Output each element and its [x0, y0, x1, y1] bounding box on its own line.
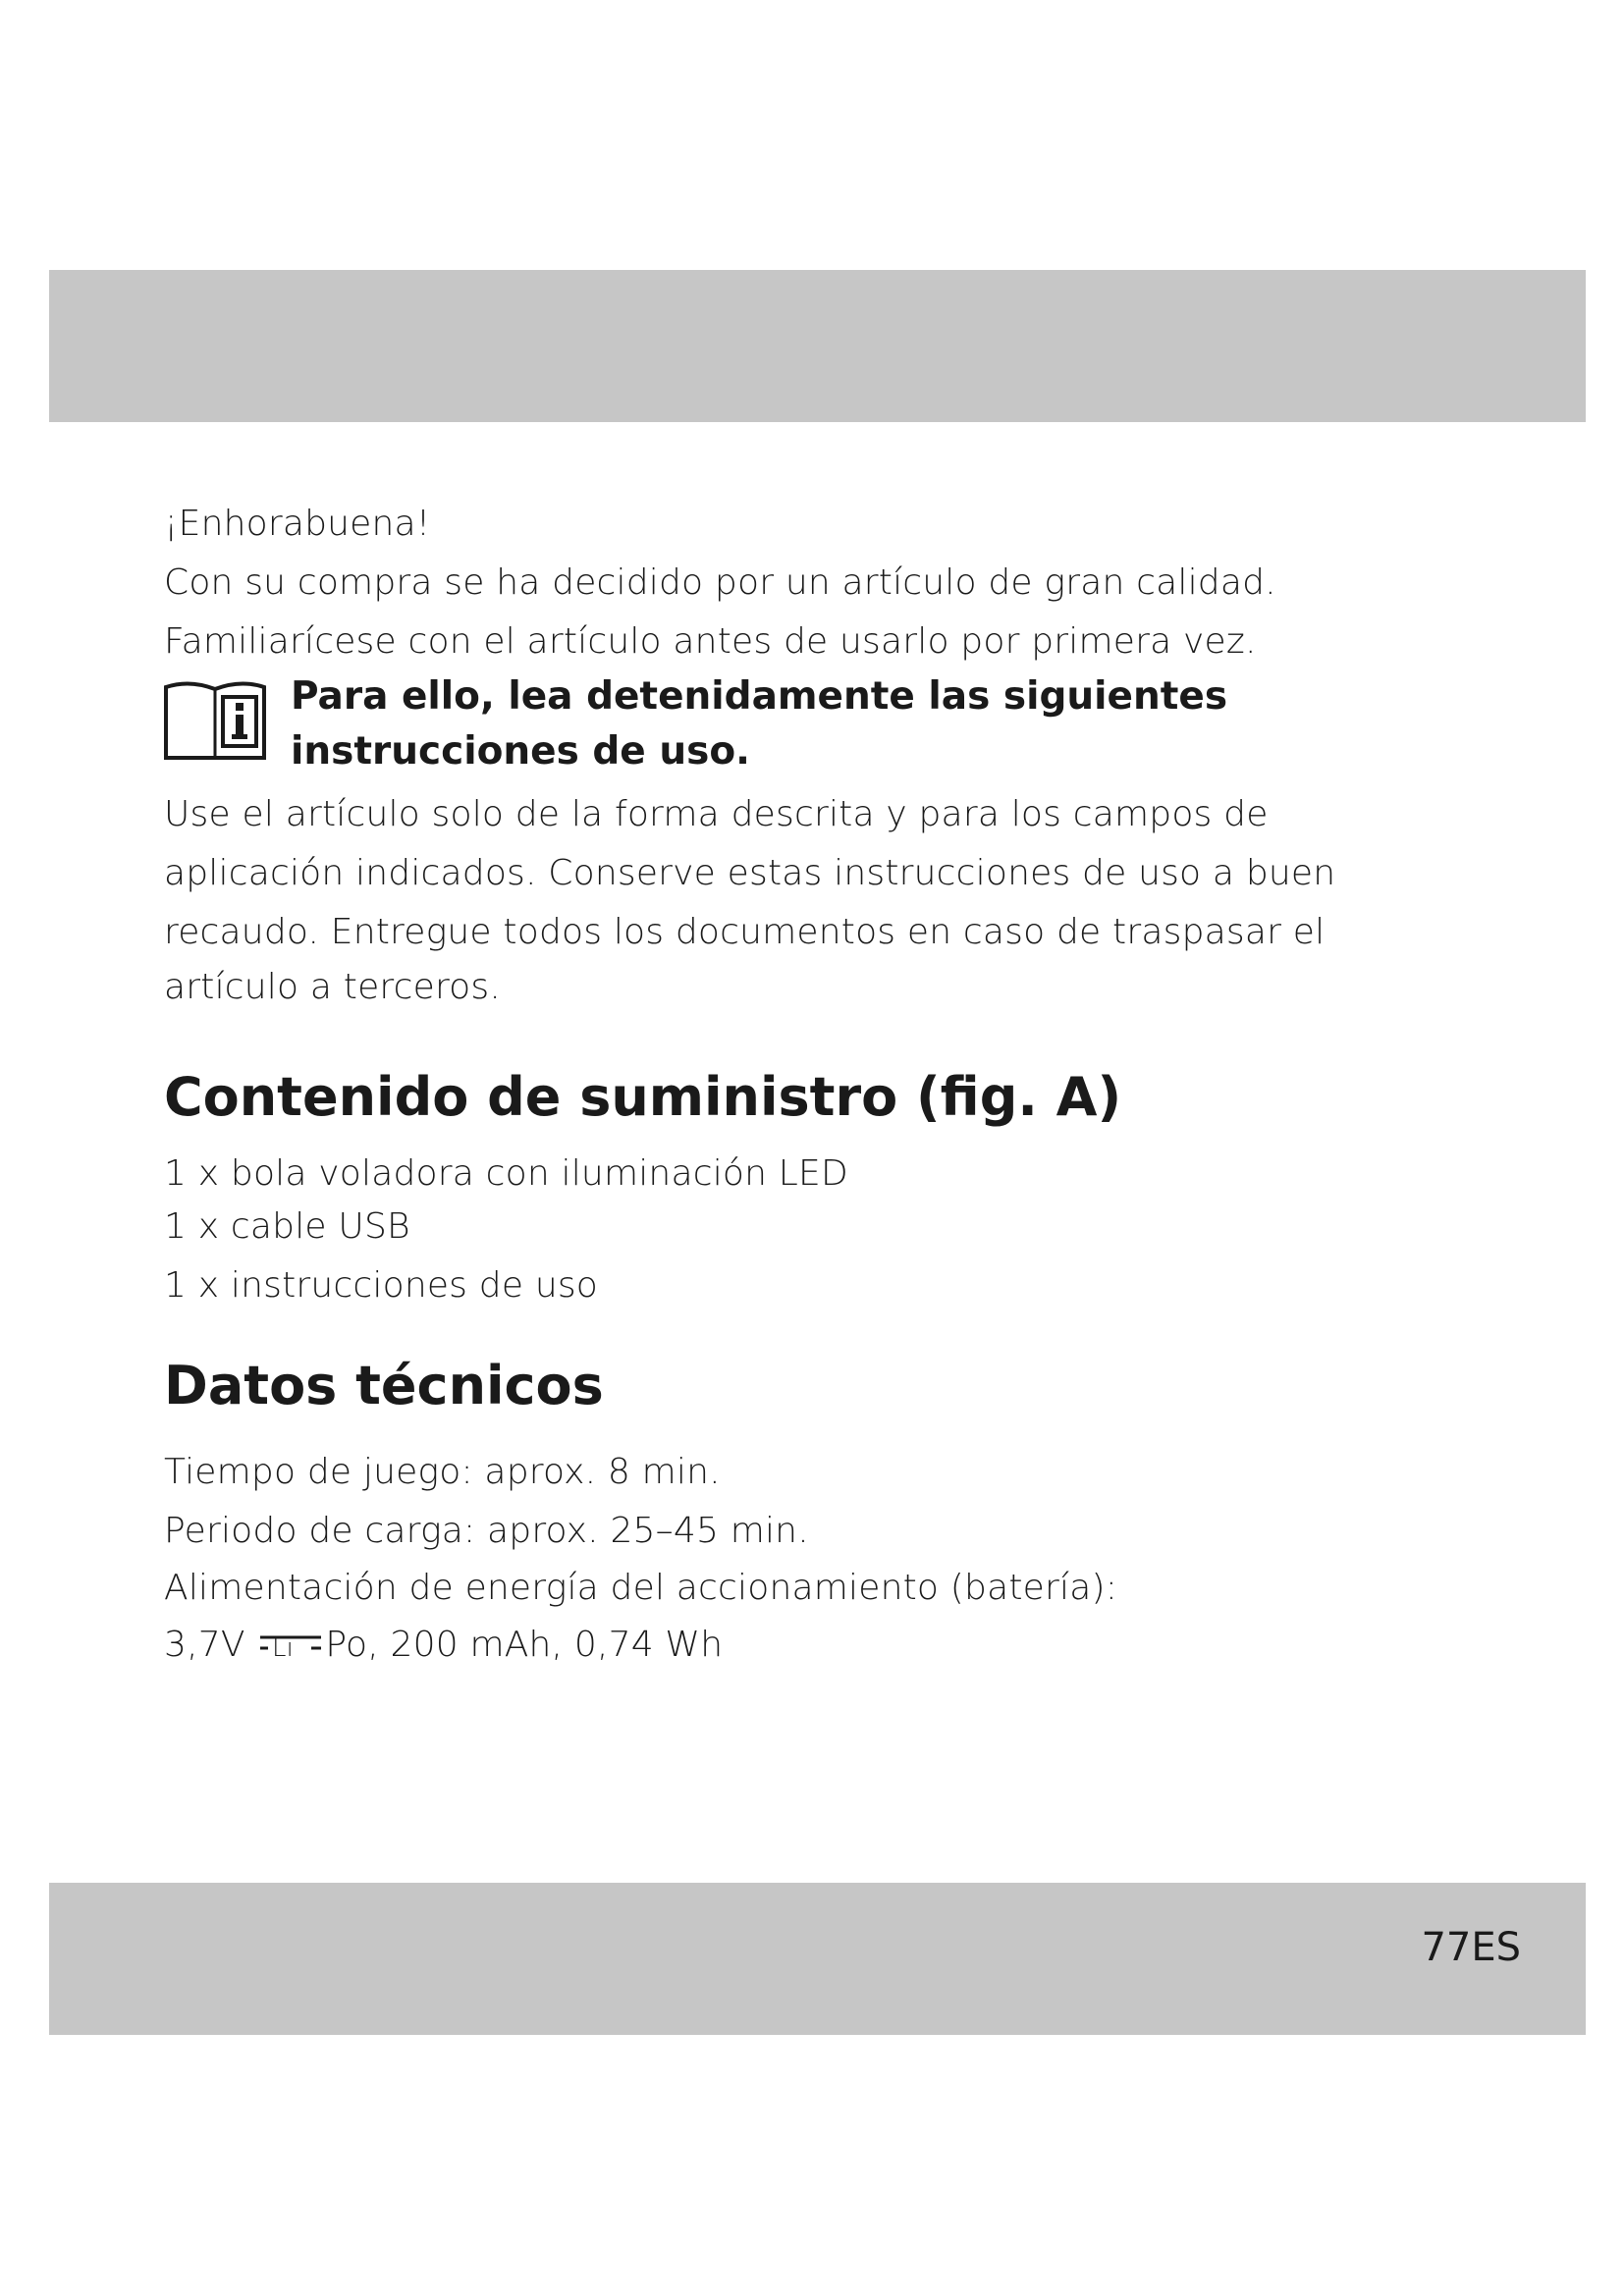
info-bold-line-1: Para ello, lea detenidamente las siguientes [291, 674, 1228, 719]
usage-line-3: recaudo. Entregue todos los documentos en caso de traspasar el [164, 912, 1326, 952]
supply-item: 1 x cable USB [164, 1206, 410, 1247]
tech-line-4 [164, 1624, 723, 1667]
tech-heading: Datos técnicos [164, 1355, 604, 1416]
intro-line-2: Familiarícese con el artículo antes de usarlo por primera vez. [164, 621, 1257, 662]
dc-symbol-icon [256, 1629, 325, 1658]
header-band [49, 270, 1586, 422]
supply-item: 1 x instrucciones de uso [164, 1265, 599, 1306]
tech-line-2: Periodo de carga: aprox. 25–45 min. [164, 1511, 809, 1551]
usage-line-2: aplicación indicados. Conserve estas instrucciones de uso a buen [164, 853, 1336, 893]
voltage-value: 3,7V [164, 1625, 245, 1665]
supply-heading: Contenido de suministro (fig. A) [164, 1066, 1122, 1128]
supply-item: 1 x bola voladora con iluminación LED [164, 1153, 848, 1194]
footer-band [49, 1883, 1586, 2035]
tech-line-1: Tiempo de juego: aprox. 8 min. [164, 1452, 721, 1492]
usage-line-4: artículo a terceros. [164, 967, 502, 1007]
info-bold-line-2: instrucciones de uso. [291, 729, 750, 774]
book-info-icon [162, 675, 268, 766]
usage-line-1: Use el artículo solo de la forma descrita y para los campos de [164, 794, 1269, 834]
tech-line-3: Alimentación de energía del accionamiento (batería): [164, 1568, 1118, 1608]
intro-line-1: Con su compra se ha decidido por un artículo de gran calidad. [164, 562, 1276, 603]
page-number: 77ES [1421, 1925, 1521, 1970]
greeting-text: ¡Enhorabuena! [164, 504, 431, 544]
dc-symbol-text: Li [272, 1633, 295, 1658]
battery-spec: Po, 200 mAh, 0,74 Wh [325, 1625, 724, 1665]
